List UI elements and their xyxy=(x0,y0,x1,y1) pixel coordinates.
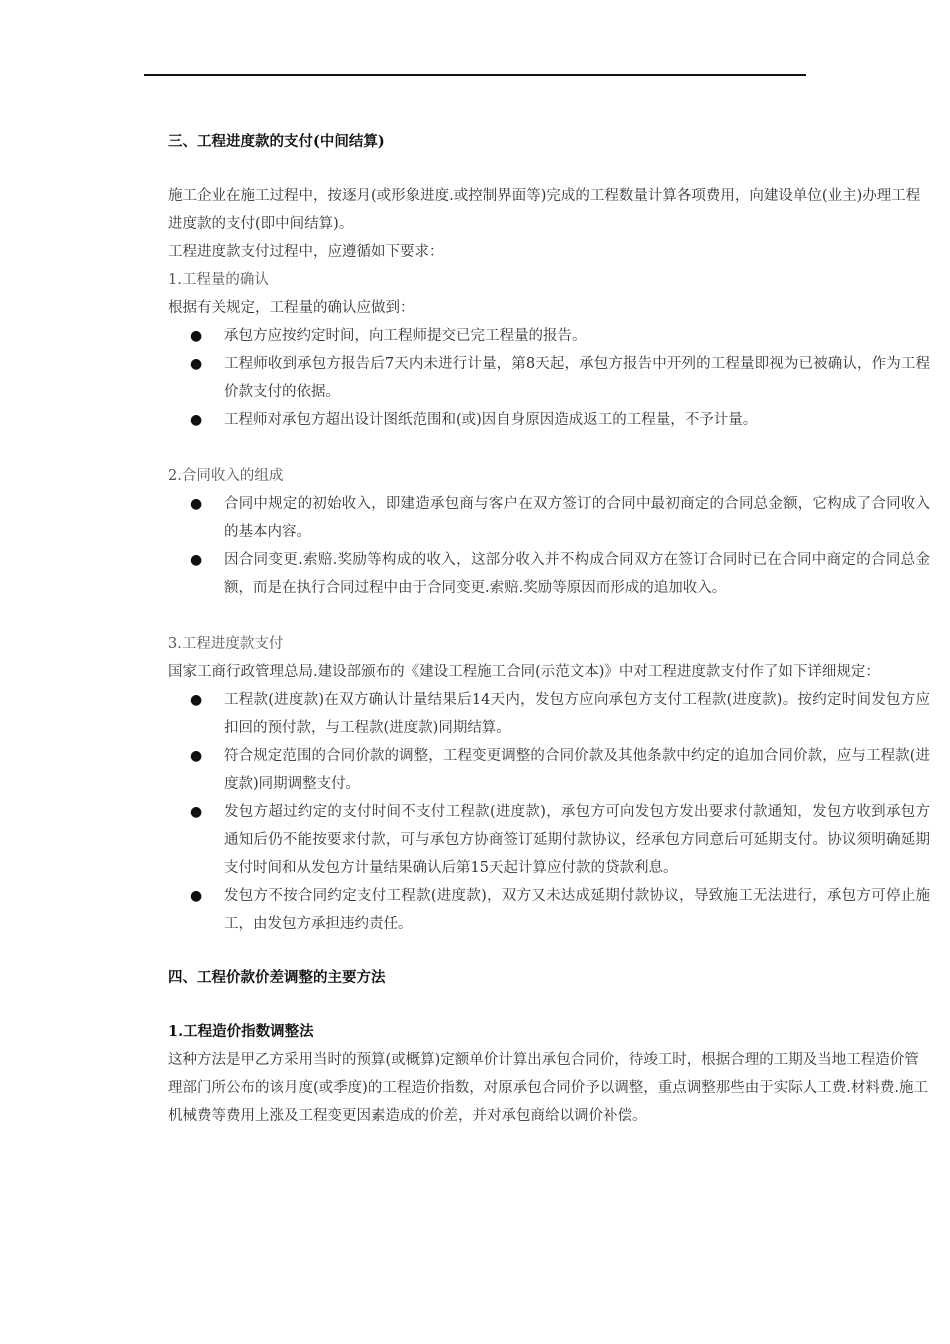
bullet-icon: ● xyxy=(190,412,203,428)
part3-lead: 国家工商行政管理总局.建设部颁布的《建设工程施工合同(示范文本)》中对工程进度款支付作了如下详细规定： xyxy=(168,664,880,680)
section3-title: 三、工程进度款的支付(中间结算) xyxy=(168,133,385,150)
part2-title: 2.合同收入的组成 xyxy=(168,468,284,484)
list-item: ● 工程师对承包方超出设计图纸范围和(或)因自身原因造成返工的工程量，不予计量。 xyxy=(168,406,930,434)
header-rule xyxy=(144,74,806,76)
part1-lead: 根据有关规定，工程量的确认应做到： xyxy=(168,300,415,316)
list-item: ● 承包方应按约定时间，向工程师提交已完工程量的报告。 xyxy=(168,322,930,350)
part3-bullet-list xyxy=(168,686,930,938)
section4-part1-body: 这种方法是甲乙方采用当时的预算(或概算)定额单价计算出承包合同价，待竣工时，根据合理的工期及当地工程造价管理部门所公布的该月度(或季度)的工程造价指数，对原承包合同价予以调整，重点调整那些由于实际人工费.材料费.施工机械费等费用上涨及工程变更因素造成的价差，并对承包商给以调价补偿。 xyxy=(168,1052,929,1124)
bullet-icon: ● xyxy=(190,328,203,344)
list-item: ● 合同中规定的初始收入，即建造承包商与客户在双方签订的合同中最初商定的合同总金额，它构成了合同收入的基本内容。 xyxy=(168,490,930,546)
part1-title: 1.工程量的确认 xyxy=(168,272,269,288)
bullet-icon: ● xyxy=(190,496,203,512)
list-item: ● 符合规定范围的合同价款的调整，工程变更调整的合同价款及其他条款中约定的追加合同价款，应与工程款(进度款)同期调整支付。 xyxy=(168,742,930,798)
list-item: ● 工程款(进度款)在双方确认计量结果后14天内，发包方应向承包方支付工程款(进度款)。按约定时间发包方应扣回的预付款，与工程款(进度款)同期结算。 xyxy=(168,686,930,742)
bullet-icon: ● xyxy=(190,888,203,904)
bullet-icon: ● xyxy=(190,552,203,568)
part1-bullet-list xyxy=(168,322,930,434)
part3-title: 3.工程进度款支付 xyxy=(168,636,284,652)
part2-bullet-list xyxy=(168,490,930,602)
section4-title: 四、工程价款价差调整的主要方法 xyxy=(168,969,386,986)
section3-intro1: 施工企业在施工过程中，按逐月(或形象进度.或控制界面等)完成的工程数量计算各项费用，向建设单位(业主)办理工程进度款的支付(即中间结算)。 xyxy=(168,188,921,232)
section3-intro2: 工程进度款支付过程中，应遵循如下要求： xyxy=(168,244,444,260)
bullet-icon: ● xyxy=(190,356,203,372)
list-item: ● 发包方不按合同约定支付工程款(进度款)，双方又未达成延期付款协议，导致施工无法进行，承包方可停止施工，由发包方承担违约责任。 xyxy=(168,882,930,938)
document-body xyxy=(168,128,930,1130)
section4-part1-title: 1.工程造价指数调整法 xyxy=(168,1023,314,1040)
list-item: ● 因合同变更.索赔.奖励等构成的收入，这部分收入并不构成合同双方在签订合同时已在合同中商定的合同总金额，而是在执行合同过程中由于合同变更.索赔.奖励等原因而形成的追加收入。 xyxy=(168,546,930,602)
bullet-icon: ● xyxy=(190,692,203,708)
list-item: ● 工程师收到承包方报告后7天内未进行计量，第8天起，承包方报告中开列的工程量即视为已被确认，作为工程价款支付的依据。 xyxy=(168,350,930,406)
list-item: ● 发包方超过约定的支付时间不支付工程款(进度款)，承包方可向发包方发出要求付款通知，发包方收到承包方通知后仍不能按要求付款，可与承包方协商签订延期付款协议，经承包方同意后可延期支付。协议须明确延期支付时间和从发包方计量结果确认后第15天起计算应付款的贷款利息。 xyxy=(168,798,930,882)
bullet-icon: ● xyxy=(190,804,203,820)
bullet-icon: ● xyxy=(190,748,203,764)
